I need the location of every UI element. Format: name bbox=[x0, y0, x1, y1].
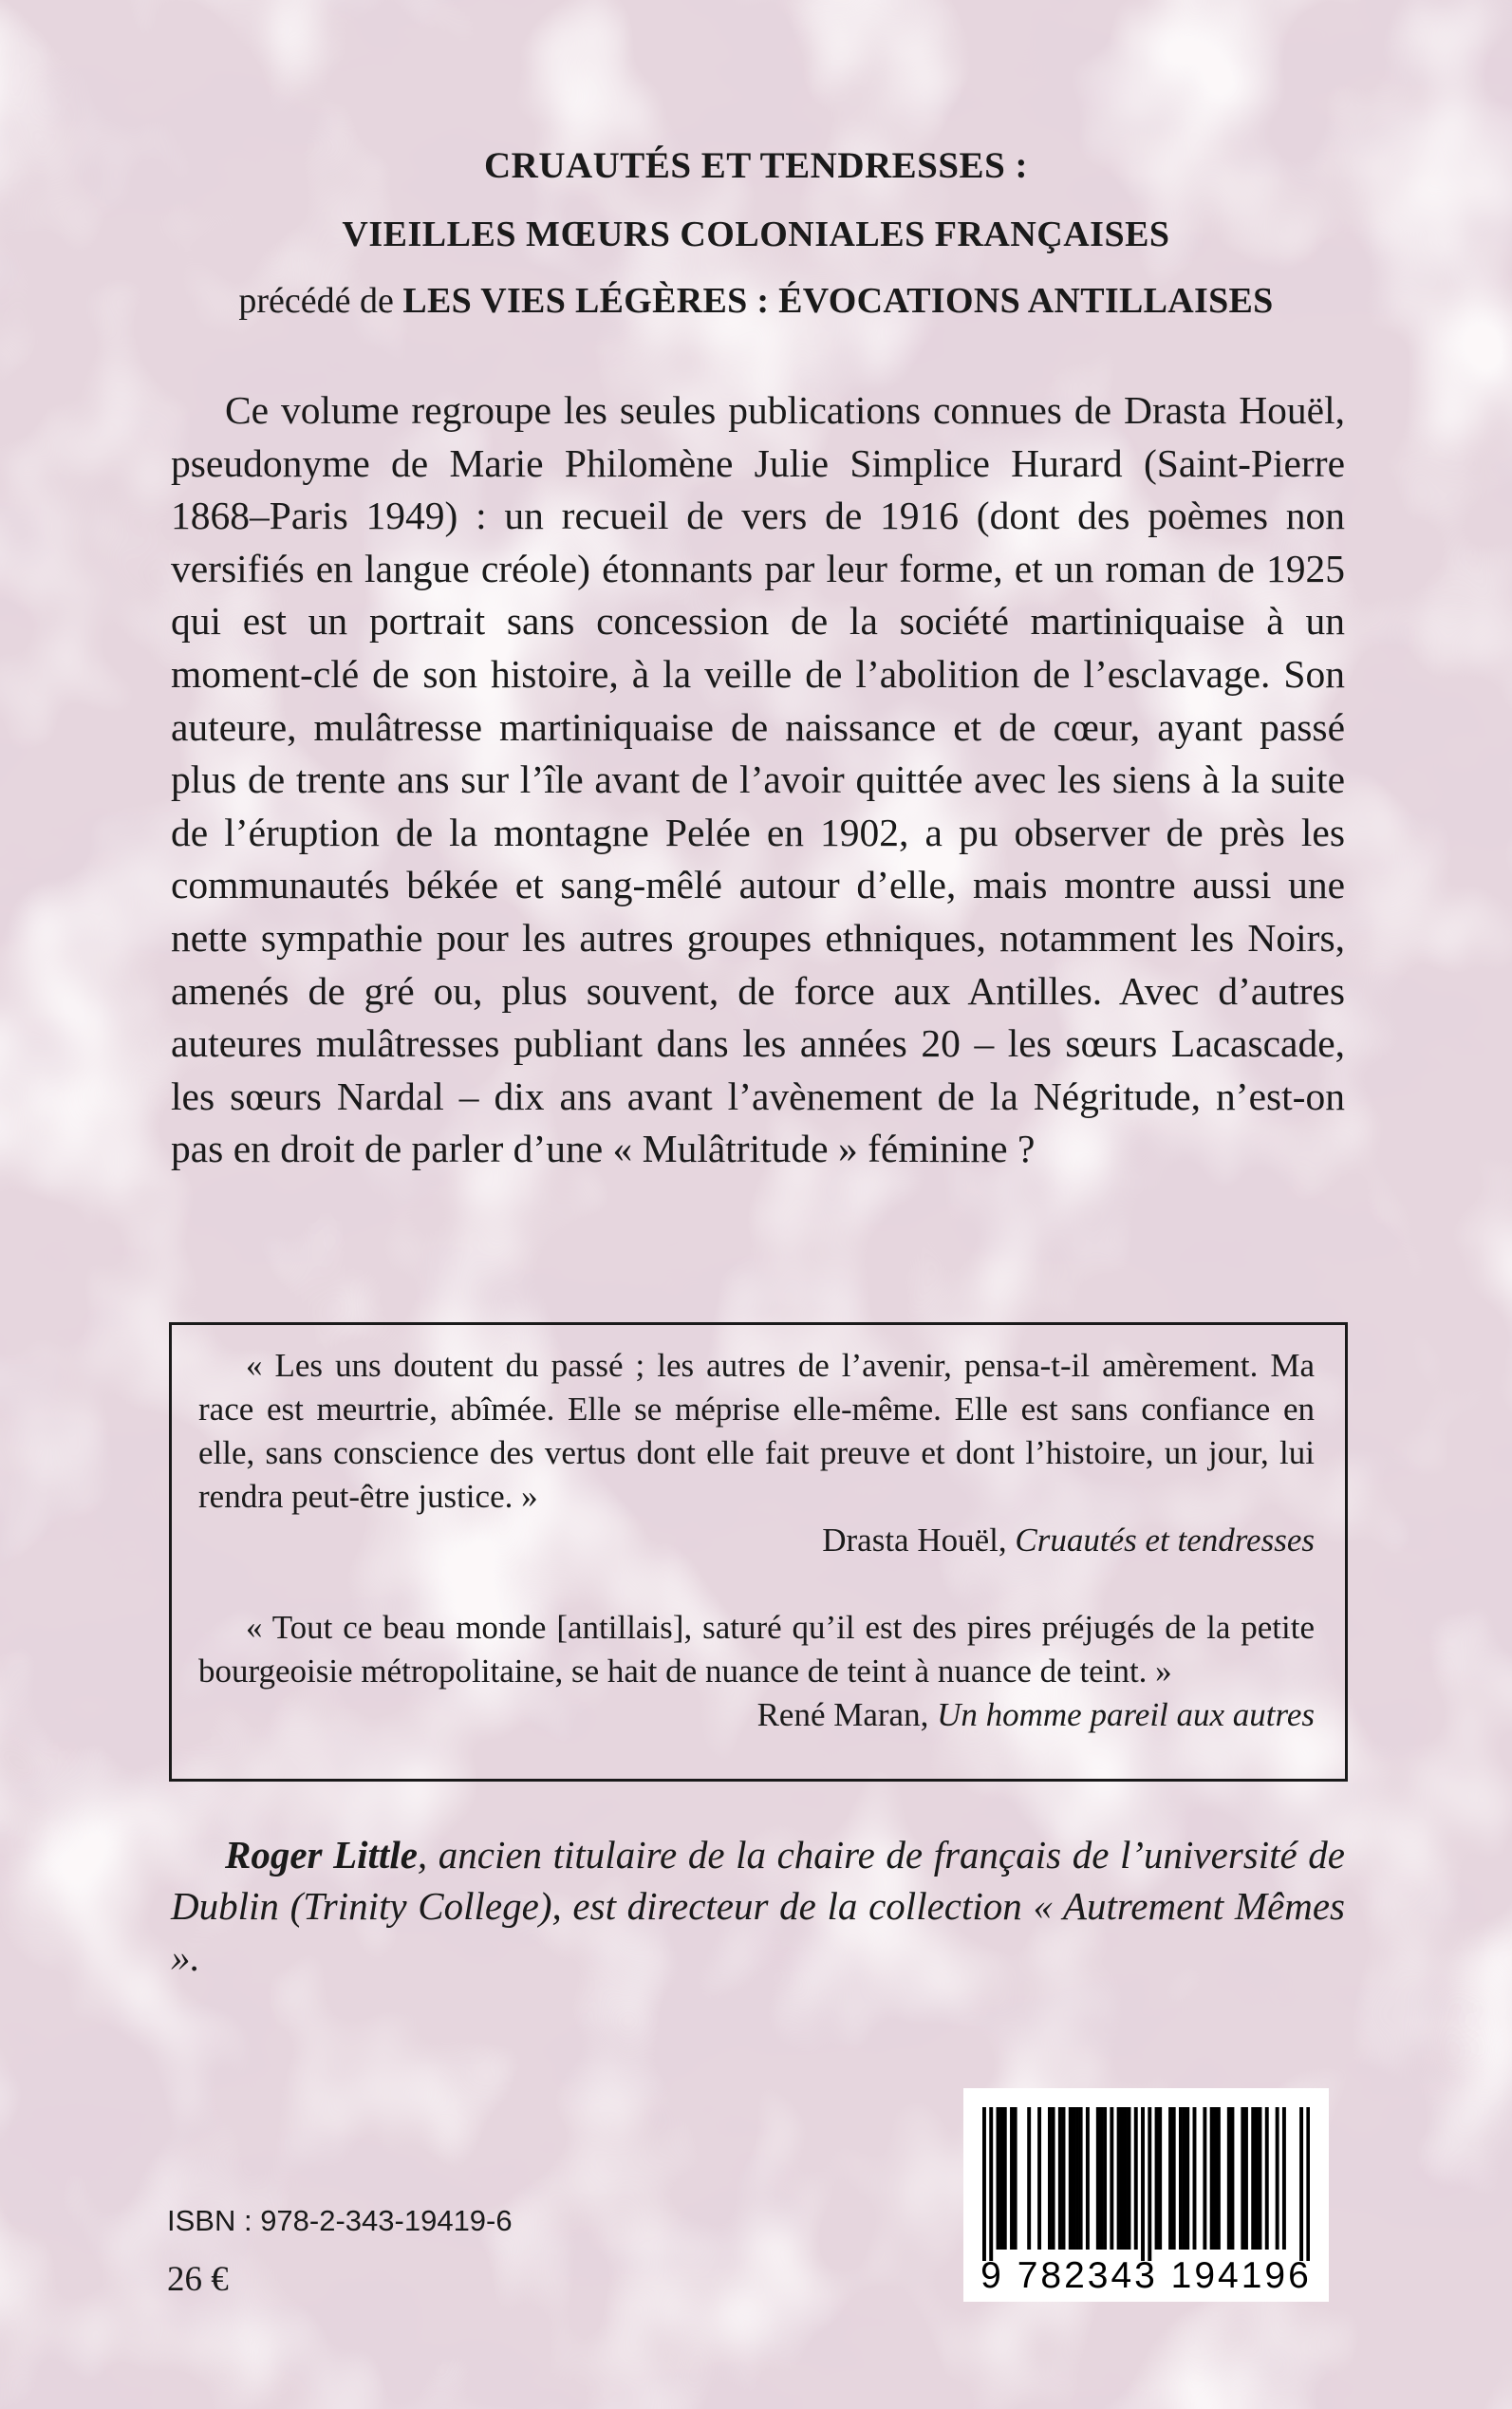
barcode-bar bbox=[1099, 2107, 1103, 2250]
barcode-bar bbox=[1141, 2107, 1145, 2261]
barcode-bar bbox=[1075, 2107, 1079, 2250]
barcode-bar bbox=[1110, 2107, 1113, 2250]
quote-attribution-2 bbox=[198, 1693, 1315, 1737]
preceded-title: LES VIES LÉGÈRES : ÉVOCATIONS ANTILLAISES bbox=[402, 281, 1274, 321]
price: 26 € bbox=[167, 2260, 229, 2299]
barcode-bar bbox=[1037, 2107, 1041, 2250]
barcode-bar bbox=[999, 2107, 1003, 2250]
quote-box bbox=[169, 1322, 1348, 1782]
barcode-bar bbox=[1241, 2107, 1244, 2250]
barcode-bar bbox=[1230, 2107, 1234, 2250]
editor-bio-text: , ancien titulaire de la chaire de français de l’université de Dublin (Trinity College), est directeur de la collection « Autrement Mêmes ». bbox=[171, 1833, 1345, 1979]
preceded-line bbox=[142, 280, 1370, 322]
barcode-bar bbox=[1062, 2107, 1066, 2250]
barcode-bar bbox=[1014, 2107, 1017, 2250]
barcode-bar bbox=[1213, 2107, 1217, 2250]
barcode-bar bbox=[1072, 2107, 1075, 2250]
barcode-bar bbox=[1306, 2107, 1310, 2261]
barcode-bar bbox=[989, 2107, 993, 2261]
barcode-bar bbox=[1265, 2107, 1269, 2250]
barcode-bar bbox=[1128, 2107, 1131, 2250]
barcode-bar bbox=[1003, 2107, 1007, 2250]
quote-work-2: Un homme pareil aux autres bbox=[937, 1696, 1315, 1733]
barcode-bar bbox=[1120, 2107, 1124, 2250]
barcode-bar bbox=[1158, 2107, 1162, 2250]
barcode-bar bbox=[982, 2107, 986, 2261]
barcode-bar bbox=[1183, 2107, 1186, 2250]
barcode-digits: 9 782343 194196 bbox=[980, 2255, 1312, 2296]
quote-author-2: René Maran, bbox=[756, 1696, 929, 1733]
barcode bbox=[963, 2088, 1329, 2302]
barcode-bar bbox=[1172, 2107, 1176, 2250]
preceded-by-label: précédé de bbox=[238, 281, 394, 321]
barcode-bar bbox=[1193, 2107, 1197, 2250]
barcode-bar bbox=[1079, 2107, 1083, 2250]
barcode-bar bbox=[997, 2107, 1000, 2250]
barcode-bar bbox=[1210, 2107, 1214, 2250]
barcode-bar bbox=[1124, 2107, 1128, 2250]
barcode-bar bbox=[1282, 2107, 1286, 2250]
quote-author-1: Drasta Houël, bbox=[822, 1522, 1007, 1559]
barcode-bar bbox=[1048, 2107, 1052, 2250]
barcode-bar bbox=[1103, 2107, 1107, 2250]
barcode-bar bbox=[1069, 2107, 1073, 2250]
barcode-bar bbox=[1052, 2107, 1055, 2250]
barcode-bar bbox=[1185, 2107, 1189, 2250]
barcode-bar bbox=[1010, 2107, 1014, 2250]
barcode-bar bbox=[1134, 2107, 1138, 2250]
barcode-bar bbox=[1117, 2107, 1121, 2250]
barcode-bar bbox=[1251, 2107, 1255, 2250]
book-description: Ce volume regroupe les seules publications connues de Drasta Houël, pseudonyme de Marie Philomène Julie Simplice Hurard (Saint-Pierre 1868–Paris 1949) : un recueil de vers de 1916 (dont des poèmes non versifiés en langue créole) étonnants par leur forme, et un roman de 1925 qui est un portrait sans concession de la société martiniquaise à un moment-clé de son histoire, à la veille de l’abolition de l’esclavage. Son auteure, mulâtresse martiniquaise de naissance et de cœur, ayant passé plus de trente ans sur l’île avant de l’avoir quittée avec les siens à la suite de l’éruption de la montagne Pelée en 1902, a pu observer de près les communautés békée et sang-mêlé autour d’elle, mais montre aussi une nette sympathie pour les autres groupes ethniques, notamment les Noirs, amenés de gré ou, plus souvent, de force aux Antilles. Avec d’autres auteures mulâtresses publiant dans les années 20 – les sœurs Lacascade, les sœurs Nardal – dix ans avant l’avènement de la Négritude, n’est-on pas en droit de parler d’une « Mulâtritude » féminine ? bbox=[171, 388, 1345, 1171]
barcode-bar bbox=[1058, 2107, 1062, 2250]
quote-text-1: « Les uns doutent du passé ; les autres de l’avenir, pensa-t-il amèrement. Ma race est meurtrie, abîmée. Elle se méprise elle-même. Elle est sans confiance en elle, sans conscience des vertus dont elle fait preuve et dont l’histoire, un jour, lui rendra peut-être justice. » bbox=[198, 1347, 1315, 1515]
quote-attribution-1 bbox=[198, 1519, 1315, 1562]
barcode-bar bbox=[1179, 2107, 1183, 2250]
barcode-bar bbox=[1096, 2107, 1100, 2250]
barcode-bar bbox=[1255, 2107, 1259, 2250]
book-subtitle: VIEILLES MŒURS COLONIALES FRANÇAISES bbox=[342, 215, 1170, 254]
quote-work-1: Cruautés et tendresses bbox=[1015, 1522, 1315, 1559]
book-title: CRUAUTÉS ET TENDRESSES : bbox=[483, 145, 1028, 186]
barcode-bars bbox=[982, 2107, 1310, 2261]
barcode-bar bbox=[1217, 2107, 1221, 2250]
barcode-bar bbox=[1086, 2107, 1090, 2250]
barcode-bar bbox=[1168, 2107, 1172, 2250]
barcode-bar bbox=[1203, 2107, 1206, 2250]
barcode-bar bbox=[1148, 2107, 1151, 2261]
barcode-bar bbox=[1299, 2107, 1303, 2261]
barcode-bar bbox=[1155, 2107, 1159, 2250]
editor-bio bbox=[171, 1829, 1345, 1983]
barcode-bar bbox=[1227, 2107, 1231, 2250]
quote-text-2: « Tout ce beau monde [antillais], saturé qu’il est des pires préjugés de la petite bourgeoisie métropolitaine, se hait de nuance de teint à nuance de teint. » bbox=[198, 1609, 1315, 1690]
barcode-bar bbox=[1259, 2107, 1262, 2250]
barcode-bar bbox=[1244, 2107, 1248, 2250]
editor-name: Roger Little bbox=[225, 1833, 418, 1877]
isbn: ISBN : 978-2-343-19419-6 bbox=[167, 2204, 513, 2237]
barcode-bar bbox=[1027, 2107, 1031, 2250]
barcode-bar bbox=[1276, 2107, 1279, 2250]
